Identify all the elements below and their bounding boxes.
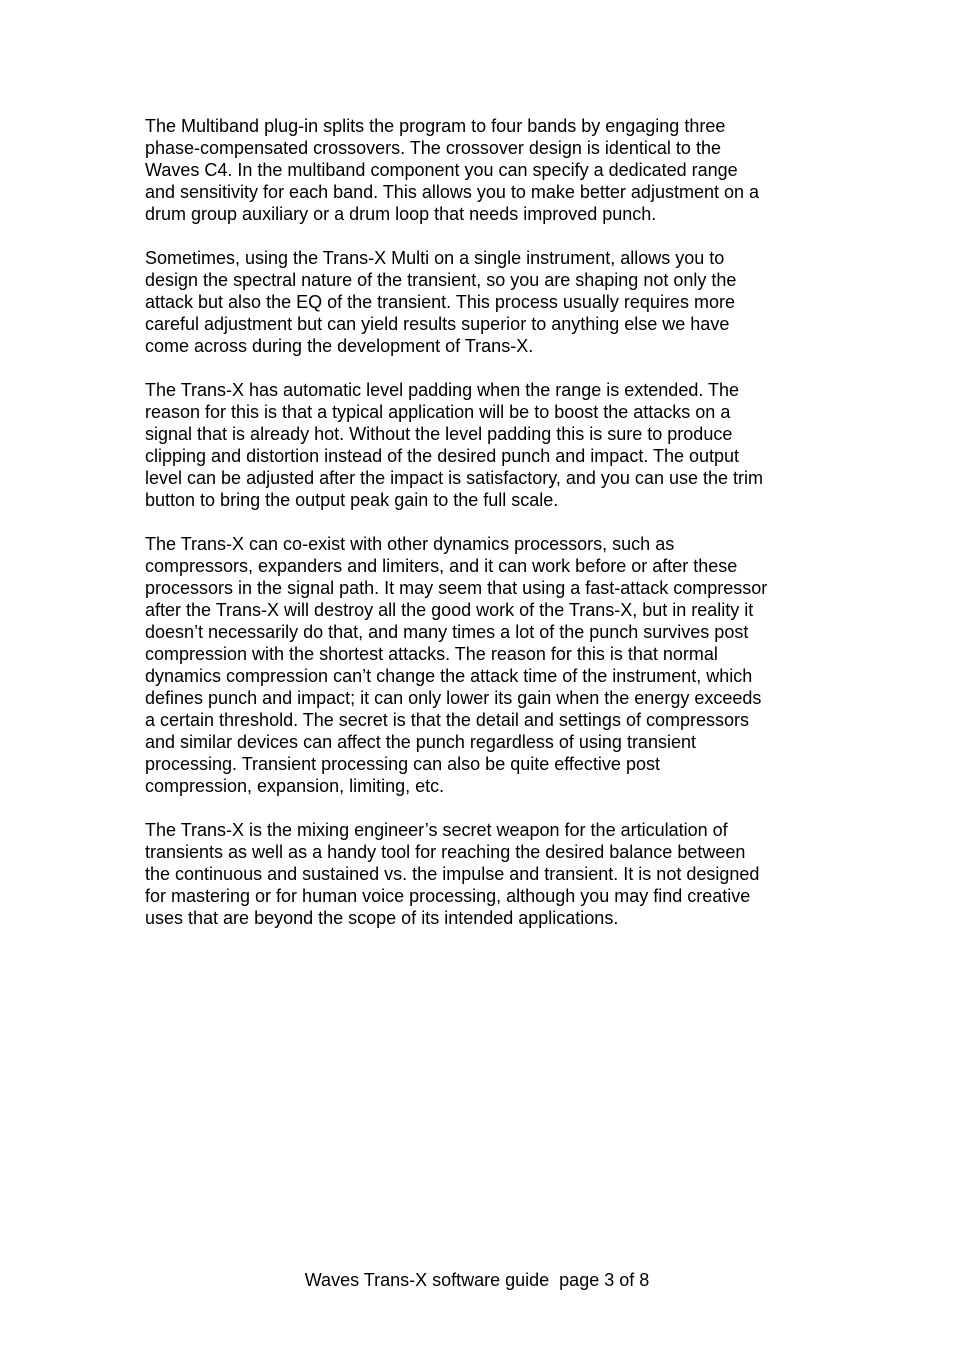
text-line: and similar devices can affect the punch regardless of using transient [145,732,696,752]
text-line: Sometimes, using the Trans-X Multi on a single instrument, allows you to [145,248,725,268]
text-line: defines punch and impact; it can only lower its gain when the energy exceeds [145,688,762,708]
text-line: drum group auxiliary or a drum loop that needs improved punch. [145,204,657,224]
text-line: The Multiband plug-in splits the program to four bands by engaging three [145,116,726,136]
text-line: dynamics compression can’t change the attack time of the instrument, which [145,666,753,686]
body-text [145,115,845,951]
text-line: transients as well as a handy tool for reaching the desired balance between [145,842,746,862]
text-line: come across during the development of Trans-X. [145,336,534,356]
paragraph-multiband [145,115,845,225]
paragraph-level-padding [145,379,845,511]
text-line: doesn’t necessarily do that, and many times a lot of the punch survives post [145,622,749,642]
text-line: after the Trans-X will destroy all the good work of the Trans-X, but in reality it [145,600,754,620]
text-line: careful adjustment but can yield results superior to anything else we have [145,314,730,334]
text-line: processors in the signal path. It may seem that using a fast-attack compressor [145,578,768,598]
paragraph-single-instrument [145,247,845,357]
text-line: compression, expansion, limiting, etc. [145,776,445,796]
text-line: The Trans-X is the mixing engineer’s secret weapon for the articulation of [145,820,728,840]
paragraph-secret-weapon [145,819,845,929]
text-line: uses that are beyond the scope of its intended applications. [145,908,619,928]
text-line: for mastering or for human voice processing, although you may find creative [145,886,751,906]
text-line: phase-compensated crossovers. The crossover design is identical to the [145,138,721,158]
text-line: compression with the shortest attacks. The reason for this is that normal [145,644,718,664]
paragraph-dynamics-processors [145,533,845,797]
text-line: button to bring the output peak gain to the full scale. [145,490,559,510]
text-line: attack but also the EQ of the transient. This process usually requires more [145,292,735,312]
text-line: Waves C4. In the multiband component you can specify a dedicated range [145,160,738,180]
text-line: level can be adjusted after the impact is satisfactory, and you can use the trim [145,468,763,488]
text-line: reason for this is that a typical application will be to boost the attacks on a [145,402,731,422]
text-line: the continuous and sustained vs. the impulse and transient. It is not designed [145,864,760,884]
text-line: signal that is already hot. Without the level padding this is sure to produce [145,424,733,444]
text-line: The Trans-X has automatic level padding when the range is extended. The [145,380,740,400]
text-line: clipping and distortion instead of the desired punch and impact. The output [145,446,740,466]
text-line: a certain threshold. The secret is that the detail and settings of compressors [145,710,749,730]
text-line: compressors, expanders and limiters, and it can work before or after these [145,556,738,576]
text-line: and sensitivity for each band. This allows you to make better adjustment on a [145,182,760,202]
text-line: design the spectral nature of the transient, so you are shaping not only the [145,270,737,290]
text-line: The Trans-X can co-exist with other dynamics processors, such as [145,534,675,554]
page-footer: Waves Trans-X software guide page 3 of 8 [304,1270,650,1290]
text-line: processing. Transient processing can also be quite effective post [145,754,660,774]
